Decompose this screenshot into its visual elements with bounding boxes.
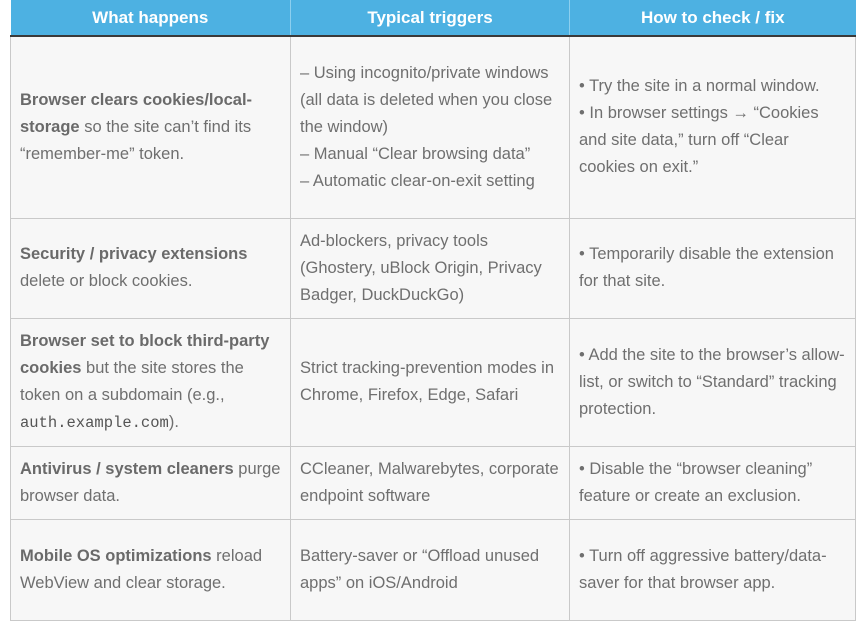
what-rest: so the site can’t find its “remember-me” token. bbox=[20, 117, 252, 163]
what-bold: Browser clears cookies/local-storage bbox=[20, 90, 253, 136]
cell-triggers bbox=[291, 446, 570, 519]
table-row bbox=[11, 446, 856, 519]
header-typical-triggers: Typical triggers bbox=[291, 0, 570, 36]
trigger-item: CCleaner, Malwarebytes, corporate endpoint software bbox=[300, 459, 559, 505]
what-bold: Security / privacy extensions bbox=[20, 245, 248, 263]
cell-what-happens bbox=[11, 318, 291, 446]
what-rest: reload WebView and clear storage. bbox=[20, 546, 263, 592]
fix-item: • In browser settings → “Cookies and site data,” turn off “Clear cookies on exit.” bbox=[579, 104, 819, 177]
fix-item: • Turn off aggressive battery/data-saver for that browser app. bbox=[579, 546, 827, 592]
trigger-item: Battery-saver or “Offload unused apps” on iOS/Android bbox=[300, 546, 540, 592]
cell-triggers bbox=[291, 519, 570, 620]
what-bold: Antivirus / system cleaners bbox=[20, 459, 234, 478]
cell-fix bbox=[570, 519, 856, 620]
table-row bbox=[11, 218, 856, 318]
table-header-row bbox=[11, 0, 856, 36]
what-rest: delete or block cookies. bbox=[20, 272, 193, 290]
what-bold: Mobile OS optimizations bbox=[20, 546, 212, 565]
cell-fix bbox=[570, 318, 856, 446]
trigger-item: – Manual “Clear browsing data” bbox=[300, 144, 531, 163]
cell-what-happens bbox=[11, 36, 291, 218]
what-rest: purge browser data. bbox=[20, 459, 281, 505]
cell-triggers bbox=[291, 36, 570, 218]
fix-item: • Try the site in a normal window. bbox=[579, 77, 820, 96]
what-rest: but the site stores the token on a subdomain (e.g., bbox=[20, 358, 244, 404]
cell-fix bbox=[570, 36, 856, 218]
trigger-item: Strict tracking-prevention modes in Chrome, Firefox, Edge, Safari bbox=[300, 359, 555, 404]
trigger-item: – Automatic clear-on-exit setting bbox=[300, 171, 535, 190]
header-how-to-check-fix: How to check / fix bbox=[570, 0, 856, 36]
trigger-item: Ad-blockers, privacy tools (Ghostery, uBlock Origin, Privacy Badger, DuckDuckGo) bbox=[300, 231, 542, 304]
cell-what-happens bbox=[11, 519, 291, 620]
cell-fix bbox=[570, 218, 856, 318]
troubleshooting-table bbox=[10, 0, 856, 621]
what-bold: Browser set to block third-party cookies bbox=[20, 331, 270, 377]
subdomain-code: auth.example.com bbox=[20, 413, 169, 432]
cell-triggers bbox=[291, 218, 570, 318]
fix-item: • Disable the “browser cleaning” feature or create an exclusion. bbox=[579, 459, 813, 505]
fix-item: • Temporarily disable the extension for that site. bbox=[579, 245, 834, 290]
fix-item: • Add the site to the browser’s allow-list, or switch to “Standard” tracking protection. bbox=[579, 345, 845, 418]
what-tail: ). bbox=[168, 412, 179, 431]
cell-triggers bbox=[291, 318, 570, 446]
header-what-happens: What happens bbox=[11, 0, 291, 36]
table-row bbox=[11, 519, 856, 620]
cell-fix bbox=[570, 446, 856, 519]
table-row bbox=[11, 318, 856, 446]
cell-what-happens bbox=[11, 218, 291, 318]
trigger-item: – Using incognito/private windows (all data is deleted when you close the window) bbox=[300, 63, 553, 136]
table-row bbox=[11, 36, 856, 218]
cell-what-happens bbox=[11, 446, 291, 519]
